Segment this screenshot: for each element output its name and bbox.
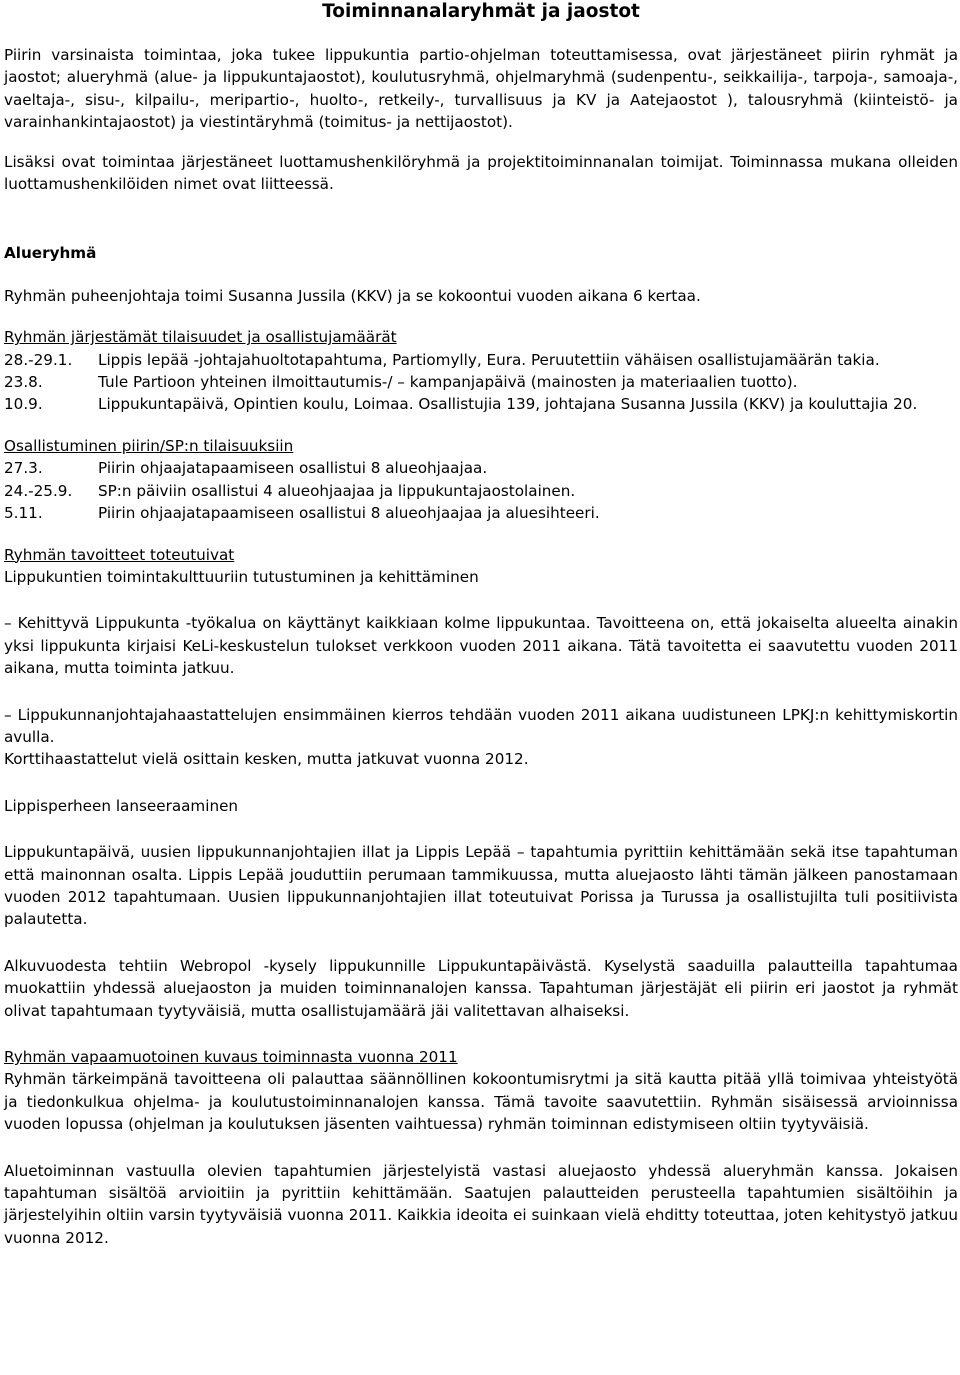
spacer xyxy=(4,307,958,326)
free-description-heading: Ryhmän vapaamuotoinen kuvaus toiminnasta vuonna 2011 xyxy=(4,1048,458,1066)
participation-row xyxy=(4,502,958,524)
free-description-paragraph: Ryhmän tärkeimpänä tavoitteena oli palauttaa säännöllinen kokoontumisrytmi ja sitä kautta pitää yllä toimivaa yhteistyötä ja tiedonkulkua ohjelma- ja koulutustoiminnanalojen kanssa. Tämä tavoite saavutettiin. Ryhmän sisäisessä arvioinnissa vuoden lopussa (ohjelman ja koulutuksen jäsenten vaihtuessa) ryhmän toiminnan edistymiseen oltiin tyytyväisiä. xyxy=(4,1070,958,1134)
participation-date: 24.-25.9. xyxy=(4,481,73,500)
event-row xyxy=(4,349,958,371)
participation-text: Piirin ohjaajatapaamiseen osallistui 8 alueohjaajaa ja aluesihteeri. xyxy=(98,504,600,523)
event-row xyxy=(4,393,958,415)
event-text: Tule Partioon yhteinen ilmoittautumis-/ – kampanjapäivä (mainosten ja materiaalien tuotto). xyxy=(98,373,798,392)
spacer xyxy=(4,134,958,151)
goals-heading: Ryhmän tavoitteet toteutuivat xyxy=(4,545,235,564)
event-date: 10.9. xyxy=(4,395,43,414)
goal-item: – Lippukunnanjohtajahaastattelujen ensimmäinen kierros tehdään vuoden 2011 aikana uudistuneen LPKJ:n kehittymiskortin avulla. xyxy=(4,705,958,746)
spacer xyxy=(4,1022,958,1046)
lippisperhe-paragraph: Alkuvuodesta tehtiin Webropol -kysely lippukunnille Lippukuntapäivästä. Kyselystä saaduilla palautteilla tapahtumaa muokattiin yhdessä aluejaoston ja muiden toiminnanalojen kanssa. Tapahtuman järjestäjät eli piirin eri jaostot ja ryhmät olivat tapahtumaan tyytyväisiä, mutta osallistujamäärä jäi valitettavan alhaiseksi. xyxy=(4,956,958,1020)
section-heading-alueryhma: Alueryhmä xyxy=(4,244,97,263)
document-page xyxy=(4,0,958,1249)
spacer xyxy=(4,1136,958,1160)
event-text: Lippukuntapäivä, Opintien koulu, Loimaa. Osallistujia 139, johtajana Susanna Jussila (KKV) ja kouluttajia 20. xyxy=(98,395,918,414)
page-title: Toiminnanalaryhmät ja jaostot xyxy=(322,1,640,22)
participation-row xyxy=(4,480,958,502)
event-date: 28.-29.1. xyxy=(4,350,73,369)
intro-paragraph-2: Lisäksi ovat toimintaa järjestäneet luottamushenkilöryhmä ja projektitoiminnanalan toimijat. Toiminnassa mukana olleiden luottamushenkilöiden nimet ovat liitteessä. xyxy=(4,152,958,194)
participation-heading: Osallistuminen piirin/SP:n tilaisuuksiin xyxy=(4,436,294,455)
participation-row xyxy=(4,457,958,479)
spacer xyxy=(4,771,958,795)
free-description-paragraph: Aluetoiminnan vastuulla olevien tapahtumien järjestelyistä vastasi aluejaosto yhdessä alueryhmän kanssa. Jokaisen tapahtuman sisältöä arvioitiin ja pyrittiin kehittämään. Saatujen palautteiden perusteella tapahtumien sisältöihin ja järjestelyihin oltiin varsin tyytyväisiä vuonna 2011. Kaikkia ideoita ei suinkaan vielä ehditty toteuttaa, joten kehitystyö jatkuu vuonna 2012. xyxy=(4,1161,958,1247)
spacer xyxy=(4,195,958,242)
spacer xyxy=(4,817,958,841)
goals-subheading: Lippukuntien toimintakulttuuriin tutustuminen ja kehittäminen xyxy=(4,567,479,586)
participation-text: Piirin ohjaajatapaamiseen osallistui 8 alueohjaajaa. xyxy=(98,459,488,478)
event-date: 23.8. xyxy=(4,373,43,392)
spacer xyxy=(4,265,958,285)
goal-note: Korttihaastattelut vielä osittain kesken, mutta jatkuvat vuonna 2012. xyxy=(4,750,529,769)
event-text: Lippis lepää -johtajahuoltotapahtuma, Partiomylly, Eura. Peruutettiin vähäisen osallistujamäärän takia. xyxy=(98,350,880,369)
event-row xyxy=(4,371,958,393)
goal-item: – Kehittyvä Lippukunta -työkalua on käyttänyt kaikkiaan kolme lippukuntaa. Tavoitteena on, että jokaiselta alueelta ainakin yksi lippukunta kirjaisi KeLi-keskustelun tulokset verkkoon vuoden 2011 aikana. Tätä tavoitetta ei saavutettu vuoden 2011 aikana, mutta toiminta jatkuu. xyxy=(4,614,958,678)
intro-paragraph: Piirin varsinaista toimintaa, joka tukee lippukuntia partio-ohjelman toteuttamisessa, ovat järjestäneet piirin ryhmät ja jaostot; alueryhmä (alue- ja lippukuntajaostot), koulutusryhmä, ohjelmaryhmä (sudenpentu-, seikkailija-, tarpoja-, samoaja-, vaeltaja-, sisu-, kilpailu-, meripartio-, huolto-, retkeily-, turvallisuus ja KV ja Aatejaostot ), talousryhmä (kiinteistö- ja varainhankintajaostot) ja viestintäryhmä (toimitus- ja nettijaostot). xyxy=(4,46,958,132)
spacer xyxy=(4,24,958,44)
spacer xyxy=(4,416,958,435)
spacer xyxy=(4,525,958,544)
spacer xyxy=(4,931,958,955)
participation-date: 5.11. xyxy=(4,504,43,523)
participation-date: 27.3. xyxy=(4,459,43,478)
chair-paragraph: Ryhmän puheenjohtaja toimi Susanna Jussila (KKV) ja se kokoontui vuoden aikana 6 kertaa. xyxy=(4,286,701,305)
spacer xyxy=(4,680,958,704)
events-heading: Ryhmän järjestämät tilaisuudet ja osallistujamäärät xyxy=(4,328,397,347)
spacer xyxy=(4,588,958,612)
participation-text: SP:n päiviin osallistui 4 alueohjaajaa ja lippukuntajaostolainen. xyxy=(98,481,576,500)
lippisperhe-heading: Lippisperheen lanseeraaminen xyxy=(4,796,239,815)
lippisperhe-paragraph: Lippukuntapäivä, uusien lippukunnanjohtajien illat ja Lippis Lepää – tapahtumia pyrittiin kehittämään sekä itse tapahtuman että mainonnan osalta. Lippis Lepää jouduttiin perumaan tammikuussa, mutta aluejaosto lähti tämän jälkeen panostamaan vuoden 2012 tapahtumaan. Uusien lippukunnanjohtajien illat toteutuivat Porissa ja Turussa ja osallistujilta tuli positiivista palautetta. xyxy=(4,843,958,929)
